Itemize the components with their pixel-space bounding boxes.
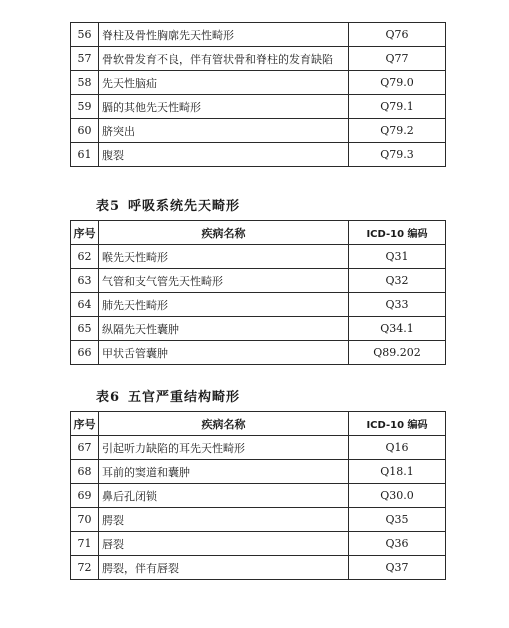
disease-name: 腹裂 — [99, 143, 349, 167]
table-row — [71, 293, 446, 317]
disease-name: 耳前的窦道和囊肿 — [99, 460, 349, 484]
row-number: 59 — [71, 95, 99, 119]
table-row — [71, 95, 446, 119]
table-row — [71, 341, 446, 365]
table-row — [71, 269, 446, 293]
header-disease-name: 疾病名称 — [99, 221, 349, 245]
icd-code: Q77 — [349, 47, 446, 71]
table-five-organs — [70, 411, 446, 580]
disease-name: 腭裂，伴有唇裂 — [99, 556, 349, 580]
table-header-row — [71, 221, 446, 245]
icd-code: Q79.1 — [349, 95, 446, 119]
disease-name: 纵隔先天性囊肿 — [99, 317, 349, 341]
table-row — [71, 47, 446, 71]
disease-name: 骨软骨发育不良，伴有管状骨和脊柱的发育缺陷 — [99, 47, 349, 71]
header-number: 序号 — [71, 412, 99, 436]
row-number: 67 — [71, 436, 99, 460]
table-row — [71, 143, 446, 167]
table-row — [71, 460, 446, 484]
row-number: 69 — [71, 484, 99, 508]
disease-name: 腭裂 — [99, 508, 349, 532]
row-number: 57 — [71, 47, 99, 71]
table-row — [71, 119, 446, 143]
icd-code: Q76 — [349, 23, 446, 47]
table5-caption-id: 表5 — [96, 199, 121, 214]
row-number: 65 — [71, 317, 99, 341]
table-row — [71, 245, 446, 269]
row-number: 64 — [71, 293, 99, 317]
table-row — [71, 23, 446, 47]
row-number: 56 — [71, 23, 99, 47]
disease-name: 膈的其他先天性畸形 — [99, 95, 349, 119]
icd-code: Q79.2 — [349, 119, 446, 143]
table-row — [71, 556, 446, 580]
row-number: 63 — [71, 269, 99, 293]
disease-name: 脊柱及骨性胸廓先天性畸形 — [99, 23, 349, 47]
disease-name: 鼻后孔闭锁 — [99, 484, 349, 508]
icd-code: Q35 — [349, 508, 446, 532]
icd-code: Q89.202 — [349, 341, 446, 365]
row-number: 70 — [71, 508, 99, 532]
row-number: 71 — [71, 532, 99, 556]
disease-name: 气管和支气管先天性畸形 — [99, 269, 349, 293]
icd-code: Q36 — [349, 532, 446, 556]
disease-name: 甲状舌管囊肿 — [99, 341, 349, 365]
row-number: 61 — [71, 143, 99, 167]
table6-caption — [96, 386, 240, 405]
icd-code: Q30.0 — [349, 484, 446, 508]
table5-caption-title: 呼吸系统先天畸形 — [128, 199, 241, 214]
table-row — [71, 71, 446, 95]
table-respiratory — [70, 220, 446, 365]
table-congenital-continued — [70, 22, 446, 167]
table-header-row — [71, 412, 446, 436]
icd-code: Q32 — [349, 269, 446, 293]
disease-name: 唇裂 — [99, 532, 349, 556]
disease-name: 喉先天性畸形 — [99, 245, 349, 269]
row-number: 68 — [71, 460, 99, 484]
icd-code: Q31 — [349, 245, 446, 269]
header-number: 序号 — [71, 221, 99, 245]
table6-caption-id: 表6 — [96, 390, 121, 405]
icd-code: Q37 — [349, 556, 446, 580]
row-number: 62 — [71, 245, 99, 269]
icd-code: Q33 — [349, 293, 446, 317]
row-number: 66 — [71, 341, 99, 365]
header-disease-name: 疾病名称 — [99, 412, 349, 436]
icd-code: Q34.1 — [349, 317, 446, 341]
disease-name: 先天性脑疝 — [99, 71, 349, 95]
table-row — [71, 532, 446, 556]
table-row — [71, 508, 446, 532]
table-row — [71, 484, 446, 508]
row-number: 58 — [71, 71, 99, 95]
row-number: 72 — [71, 556, 99, 580]
icd-code: Q16 — [349, 436, 446, 460]
table6-caption-title: 五官严重结构畸形 — [128, 390, 241, 405]
row-number: 60 — [71, 119, 99, 143]
header-icd-code: ICD-10 编码 — [349, 412, 446, 436]
disease-name: 脐突出 — [99, 119, 349, 143]
header-icd-code: ICD-10 编码 — [349, 221, 446, 245]
icd-code: Q79.3 — [349, 143, 446, 167]
disease-name: 引起听力缺陷的耳先天性畸形 — [99, 436, 349, 460]
disease-name: 肺先天性畸形 — [99, 293, 349, 317]
icd-code: Q79.0 — [349, 71, 446, 95]
table-row — [71, 436, 446, 460]
icd-code: Q18.1 — [349, 460, 446, 484]
table-row — [71, 317, 446, 341]
table5-caption — [96, 195, 240, 214]
